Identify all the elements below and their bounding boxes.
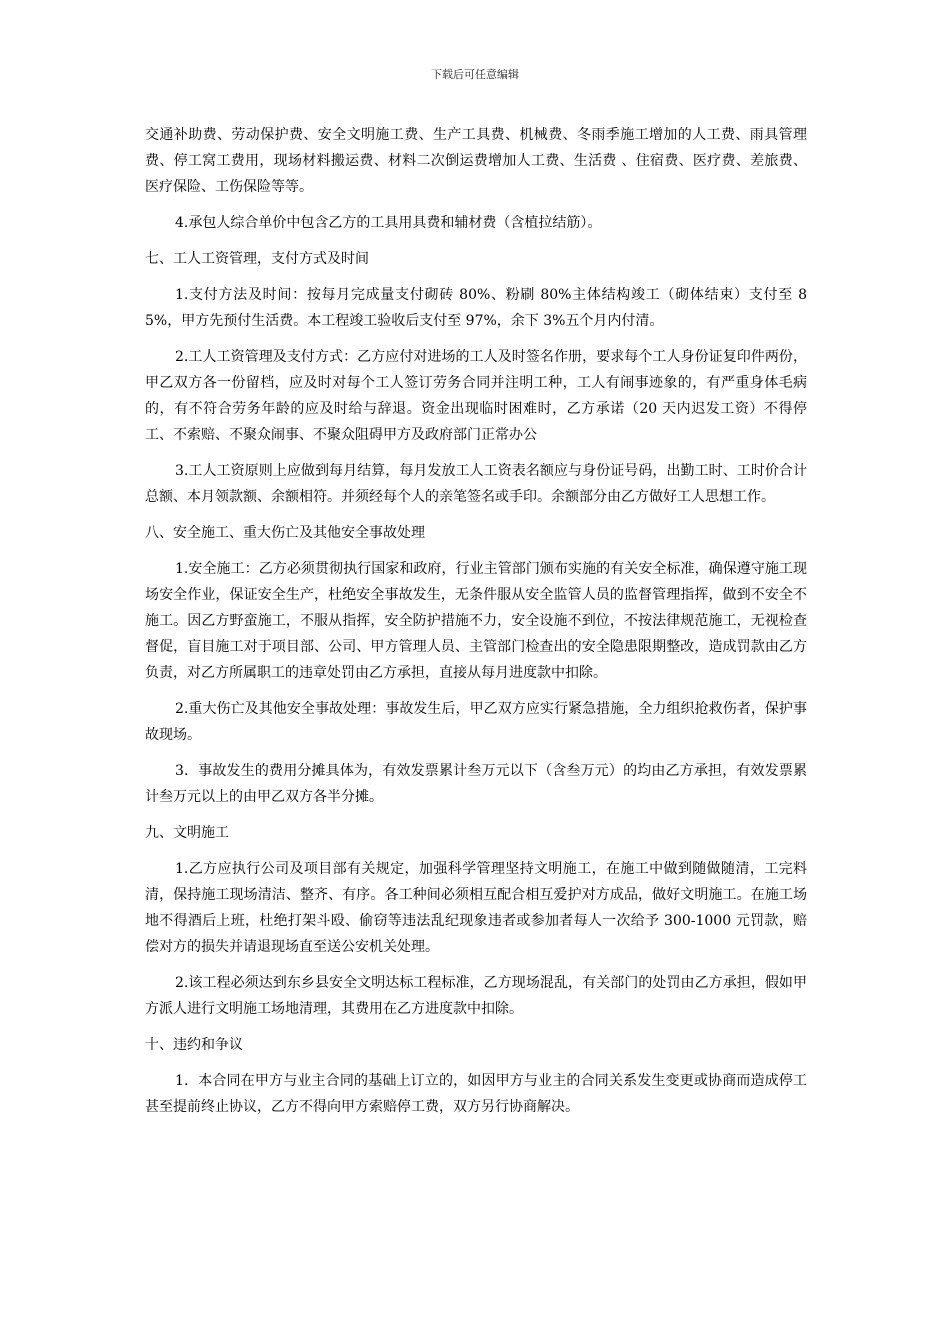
paragraph: 2.重大伤亡及其他安全事故处理：事故发生后，甲乙双方应实行紧急措施，全力组织抢救伤者，保护事故现场。 [145, 701, 807, 743]
paragraph: 3．事故发生的费用分摊具体为，有效发票累计叁万元以下（含叁万元）的均由乙方承担，有效发票累计叁万元以上的由甲乙双方各半分摊。 [145, 763, 807, 805]
paragraph: 1．本合同在甲方与业主合同的基础上订立的，如因甲方与业主的合同关系发生变更或协商而造成停工甚至提前终止协议，乙方不得向甲方索赔停工费，双方另行协商解决。 [145, 1073, 807, 1115]
section-heading: 九、文明施工 [145, 825, 229, 841]
document-body [145, 122, 807, 1130]
paragraph: 3.工人工资原则上应做到每月结算，每月发放工人工资表名额应与身份证号码，出勤工时、工时价合计总额、本月领款额、余额相符。并须经每个人的亲笔签名或手印。余额部分由乙方做好工人思想工作。 [145, 463, 807, 505]
paragraph: 1.乙方应执行公司及项目部有关规定，加强科学管理坚持文明施工，在施工中做到随做随清，工完料清，保持施工现场清洁、整齐、有序。各工种间必须相互配合相互爱护对方成品，做好文明施工。在施工场地不得酒后上班，杜绝打架斗殴、偷窃等违法乱纪现象违者或参加者每人一次给予 300-1000 元罚款，赔偿对方的损失并请退现场直至送公安机关处理。 [145, 861, 807, 955]
paragraph: 4.承包人综合单价中包含乙方的工具用具费和辅材费（含植拉结筋）。 [175, 215, 602, 231]
paragraph: 1.安全施工：乙方必须贯彻执行国家和政府，行业主管部门颁布实施的有关安全标准，确保遵守施工现场安全作业，保证安全生产，杜绝安全事故发生，无条件服从安全监管人员的监督管理指挥，做到不安全不施工。因乙方野蛮施工，不服从指挥，安全防护措施不力，安全设施不到位，不按法律规范施工，无视检查督促，盲目施工对于项目部、公司、甲方管理人员、主管部门检查出的安全隐患限期整改，造成罚款由乙方负责，对乙方所属职工的违章处罚由乙方承担，直接从每月进度款中扣除。 [145, 561, 807, 681]
paragraph: 2.工人工资管理及支付方式：乙方应付对进场的工人及时签名作册，要求每个工人身份证复印件两份，甲乙双方各一份留档，应及时对每个工人签订劳务合同并注明工种，工人有闹事迹象的，有严重身体毛病的，有不符合劳务年龄的应及时给与辞退。资金出现临时困难时，乙方承诺（20 天内迟发工资）不得停工、不索赔、不聚众闹事、不聚众阻碍甲方及政府部门正常办公 [145, 349, 807, 443]
page-header: 下载后可任意编辑 [431, 68, 519, 81]
paragraph: 交通补助费、劳动保护费、安全文明施工费、生产工具费、机械费、冬雨季施工增加的人工费、雨具管理费、停工窝工费用，现场材料搬运费、材料二次倒运费增加人工费、生活费 、住宿费、医疗费、差旅费、医疗保险、工伤保险等等。 [145, 127, 807, 195]
paragraph: 2.该工程必须达到东乡县安全文明达标工程标准，乙方现场混乱，有关部门的处罚由乙方承担，假如甲方派人进行文明施工场地清理，其费用在乙方进度款中扣除。 [145, 975, 807, 1017]
section-heading: 七、工人工资管理，支付方式及时间 [145, 251, 369, 267]
section-heading: 八、安全施工、重大伤亡及其他安全事故处理 [145, 525, 425, 541]
paragraph: 1.支付方法及时间：按每月完成量支付砌砖 80%、粉刷 80%主体结构竣工（砌体结束）支付至 85%，甲方先预付生活费。本工程竣工验收后支付至 97%，余下 3%五个月内付清。 [145, 287, 807, 329]
section-heading: 十、违约和争议 [145, 1037, 243, 1053]
